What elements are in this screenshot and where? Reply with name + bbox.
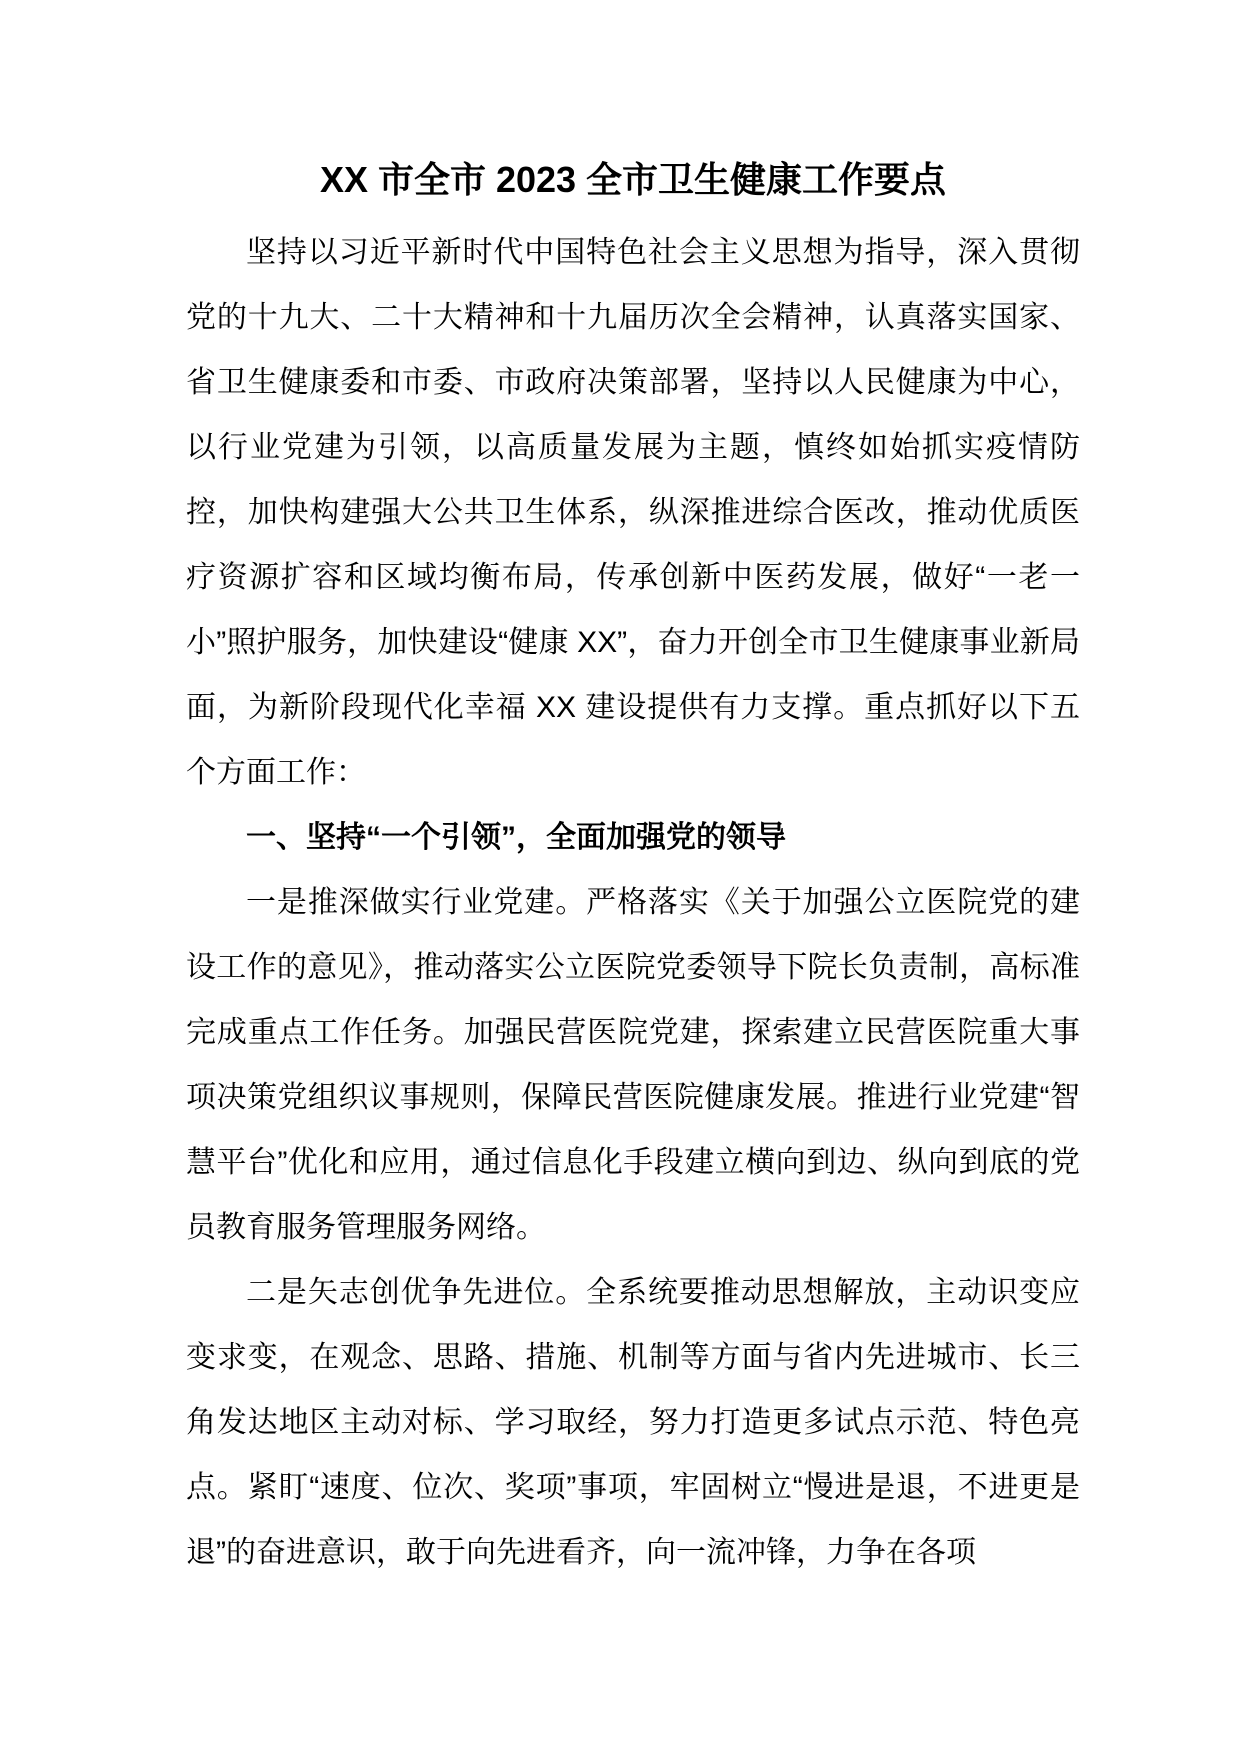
document-title: XX 市全市 2023 全市卫生健康工作要点 [319, 159, 947, 200]
section-1-paragraph-1: 一是推深做实行业党建。严格落实《关于加强公立医院党的建设工作的意见》，推动落实公立医院党委领导下院长负责制，高标准完成重点工作任务。加强民营医院党建，探索建立民营医院重大事项决策党组织议事规则，保障民营医院健康发展。推进行业党建“智慧平台”优化和应用，通过信息化手段建立横向到边、纵向到底的党员教育服务管理服务网络。 [186, 886, 1080, 1244]
intro-paragraph: 坚持以习近平新时代中国特色社会主义思想为指导，深入贯彻党的十九大、二十大精神和十九届历次全会精神，认真落实国家、省卫生健康委和市委、市政府决策部署，坚持以人民健康为中心，以行业党建为引领，以高质量发展为主题，慎终如始抓实疫情防控，加快构建强大公共卫生体系，纵深推进综合医改，推动优质医疗资源扩容和区域均衡布局，传承创新中医药发展，做好“一老一小”照护服务，加快建设“健康 XX”，奋力开创全市卫生健康事业新局面，为新阶段现代化幸福 XX 建设提供有力支撑。重点抓好以下五个方面工作： [186, 236, 1080, 789]
section-1-heading: 一、坚持“一个引领”，全面加强党的领导 [246, 821, 786, 854]
section-1-paragraph-2: 二是矢志创优争先进位。全系统要推动思想解放，主动识变应变求变，在观念、思路、措施、机制等方面与省内先进城市、长三角发达地区主动对标、学习取经，努力打造更多试点示范、特色亮点。紧盯“速度、位次、奖项”事项，牢固树立“慢进是退，不进更是退”的奋进意识，敢于向先进看齐，向一流冲锋，力争在各项 [186, 1276, 1080, 1569]
